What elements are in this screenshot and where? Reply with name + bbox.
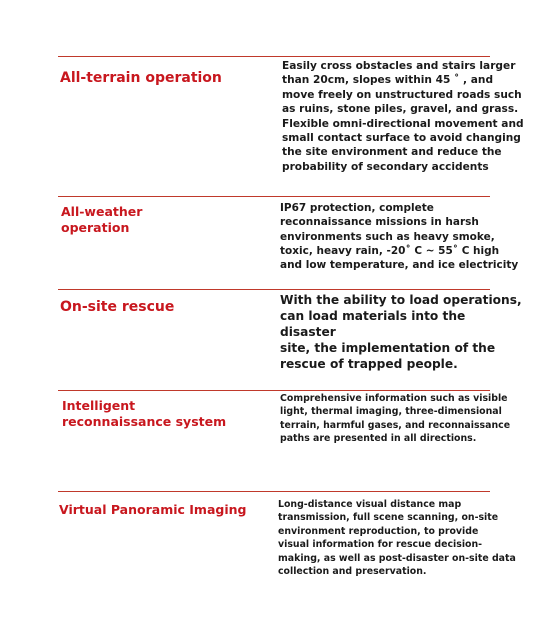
desc-line: Comprehensive information such as visible: [280, 393, 508, 404]
divider-2: [58, 196, 490, 197]
desc-line: paths are presented in all directions.: [280, 433, 477, 445]
divider-1: [58, 56, 490, 57]
title-line: operation: [61, 220, 130, 235]
desc-line: Long-distance visual distance map: [278, 499, 462, 510]
desc-line: toxic, heavy rain, -20˚ C ~ 55˚ C high: [280, 244, 500, 257]
feature-title-virtual-panoramic: Virtual Panoramic Imaging: [59, 502, 247, 517]
feature-title-intelligent-reconnaissance: [62, 398, 242, 430]
desc-line: With the ability to load operations,: [280, 293, 522, 307]
title-line: Intelligent: [62, 398, 136, 413]
desc-line: making, as well as post-disaster on-site data: [278, 552, 516, 564]
desc-line: Easily cross obstacles and stairs larger: [282, 60, 516, 72]
desc-line: as ruins, stone piles, gravel, and grass.: [282, 103, 519, 116]
desc-line: and low temperature, and ice electricity: [280, 259, 519, 272]
desc-line: light, thermal imaging, three-dimensional: [280, 406, 502, 418]
desc-line: small contact surface to avoid changing: [282, 132, 521, 145]
desc-line: environment reproduction, to provide: [278, 525, 479, 537]
title-line: reconnaissance system: [62, 414, 227, 429]
desc-line: the site environment and reduce the: [282, 146, 502, 159]
divider-3: [58, 289, 490, 290]
divider-4: [58, 390, 490, 391]
desc-line: reconnaissance missions in harsh: [280, 216, 479, 229]
feature-desc-on-site-rescue: [280, 292, 525, 372]
divider-5: [58, 491, 490, 492]
desc-line: can load materials into the disaster: [280, 309, 466, 339]
feature-title-all-terrain: All-terrain operation: [60, 70, 222, 86]
feature-desc-virtual-panoramic: [278, 498, 528, 578]
desc-line: terrain, harmful gases, and reconnaissance: [280, 419, 511, 431]
desc-line: site, the implementation of the: [280, 341, 496, 355]
title-line: All-weather: [61, 204, 143, 219]
desc-line: probability of secondary accidents: [282, 160, 489, 173]
feature-title-all-weather: [61, 204, 181, 236]
feature-title-on-site-rescue: On-site rescue: [60, 299, 175, 315]
feature-desc-intelligent-reconnaissance: [280, 392, 520, 446]
desc-line: transmission, full scene scanning, on-site: [278, 512, 499, 524]
feature-desc-all-terrain: [282, 59, 530, 174]
desc-line: rescue of trapped people.: [280, 357, 458, 371]
desc-line: Flexible omni-directional movement and: [282, 117, 524, 130]
feature-desc-all-weather: [280, 201, 528, 272]
desc-line: move freely on unstructured roads such: [282, 88, 522, 101]
desc-line: environments such as heavy smoke,: [280, 230, 495, 243]
desc-line: collection and preservation.: [278, 566, 427, 578]
desc-line: IP67 protection, complete: [280, 202, 434, 214]
desc-line: than 20cm, slopes within 45 ˚ , and: [282, 74, 494, 87]
desc-line: visual information for rescue decision-: [278, 539, 483, 551]
